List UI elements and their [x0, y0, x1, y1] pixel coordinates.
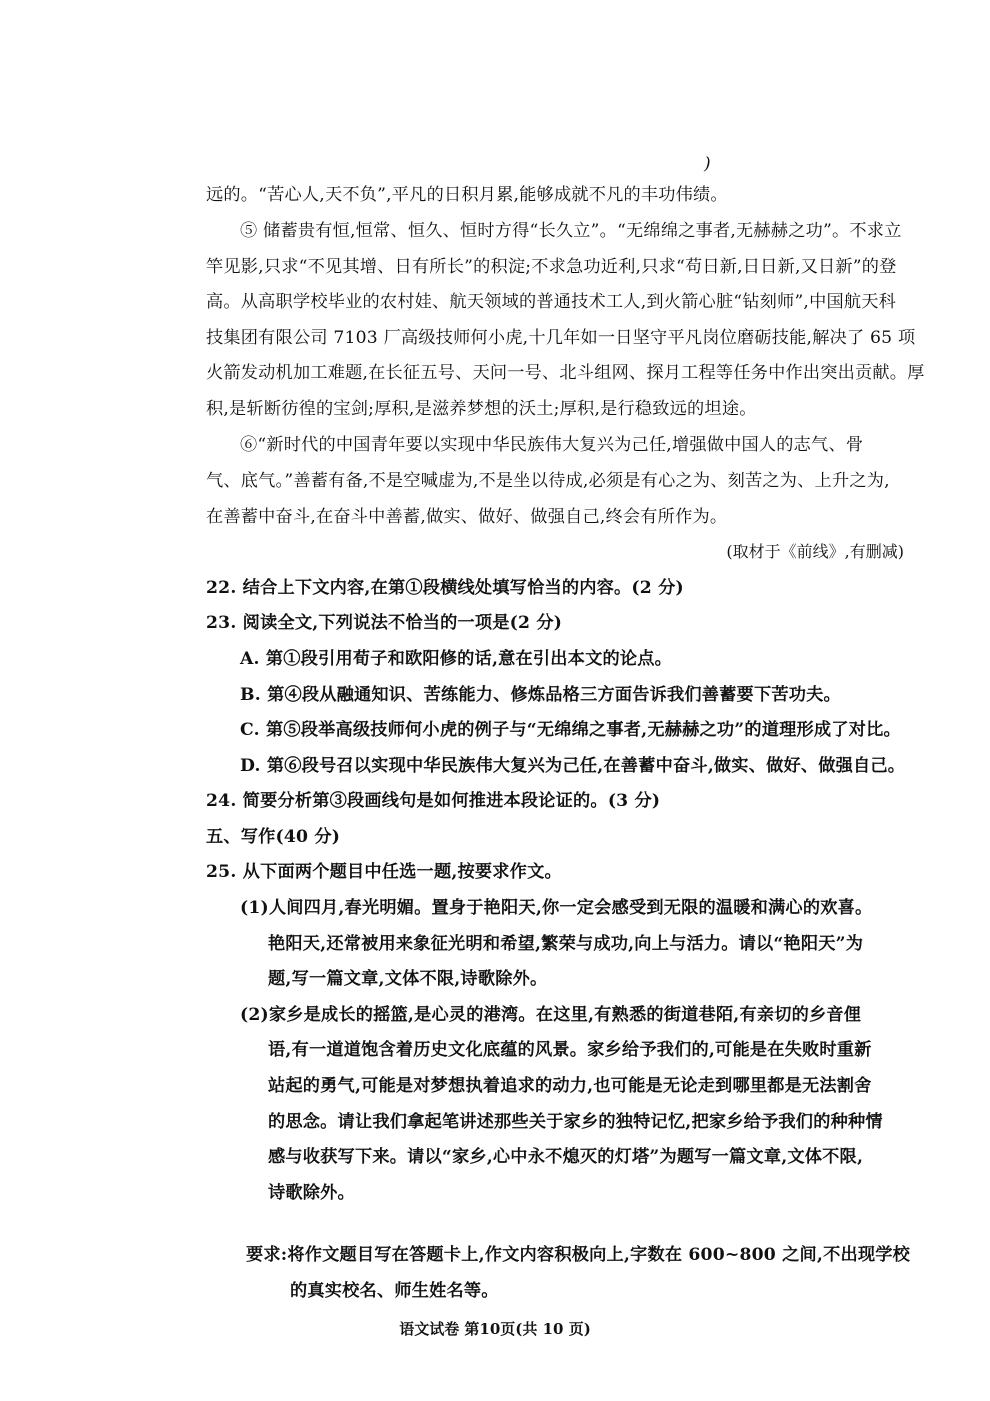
prompt-2-line: 诗歌除外。 [268, 1183, 355, 1203]
passage-line: ⑤ 储蓄贵有恒,恒常、恒久、恒时方得“长久立”。“无绵绵之事者,无赫赫之功”。不求立 [240, 221, 902, 241]
prompt-1-line: 艳阳天,还常被用来象征光明和希望,繁荣与成功,向上与活力。请以“艳阳天”为 [268, 934, 864, 954]
prompt-2-line: 感与收获写下来。请以“家乡,心中永不熄灭的灯塔”为题写一篇文章,文体不限, [268, 1147, 864, 1167]
source-citation: (取材于《前线》,有删减) [726, 542, 904, 561]
passage-line: 积,是斩断彷徨的宝剑;厚积,是滋养梦想的沃土;厚积,是行稳致远的坦途。 [206, 399, 757, 419]
passage-line: 在善蓄中奋斗,在奋斗中善蓄,做实、做好、做强自己,终会有所作为。 [206, 507, 728, 527]
section-writing-heading: 五、写作(40 分) [206, 827, 341, 847]
requirement-line: 的真实校名、师生姓名等。 [290, 1281, 499, 1301]
margin-mark: ) [704, 154, 711, 174]
question-23: 23. 阅读全文,下列说法不恰当的一项是(2 分) [206, 613, 563, 633]
requirement-line: 要求:将作文题目写在答题卡上,作文内容积极向上,字数在 600~800 之间,不出现学校 [246, 1245, 911, 1265]
passage-line: 火箭发动机加工难题,在长征五号、天问一号、北斗组网、探月工程等任务中作出突出贡献。厚 [206, 363, 925, 383]
passage-line: 高。从高职学校毕业的农村娃、航天领域的普通技术工人,到火箭心脏“钻刻师”,中国航天科 [206, 292, 897, 312]
question-24: 24. 简要分析第③段画线句是如何推进本段论证的。(3 分) [206, 791, 661, 811]
prompt-1-line: 题,写一篇文章,文体不限,诗歌除外。 [268, 969, 548, 989]
passage-line: 气、底气。”善蓄有备,不是空喊虚为,不是坐以待成,必须是有心之为、刻苦之为、上升之为, [206, 471, 890, 491]
passage-line: 竿见影,只求“不见其增、日有所长”的积淀;不求急功近利,只求“苟日新,日日新,又日新”的登 [206, 257, 897, 277]
prompt-2-line: (2)家乡是成长的摇篮,是心灵的港湾。在这里,有熟悉的街道巷陌,有亲切的乡音俚 [240, 1005, 862, 1025]
prompt-2-line: 站起的勇气,可能是对梦想执着追求的动力,也可能是无论走到哪里都是无法割舍 [268, 1076, 872, 1096]
option-d: D. 第⑥段号召以实现中华民族伟大复兴为己任,在善蓄中奋斗,做实、做好、做强自己。 [240, 756, 906, 776]
option-c: C. 第⑤段举高级技师何小虎的例子与“无绵绵之事者,无赫赫之功”的道理形成了对比。 [240, 720, 901, 740]
prompt-2-line: 的思念。请让我们拿起笔讲述那些关于家乡的独特记忆,把家乡给予我们的种种情 [268, 1112, 883, 1132]
passage-line: 技集团有限公司 7103 厂高级技师何小虎,十几年如一日坚守平凡岗位磨砺技能,解决了 65 项 [206, 328, 916, 348]
passage-line: 远的。“苦心人,天不负”,平凡的日积月累,能够成就不凡的丰功伟绩。 [206, 185, 728, 205]
page-footer: 语文试卷 第10页(共 10 页) [399, 1320, 591, 1338]
question-22: 22. 结合上下文内容,在第①段横线处填写恰当的内容。(2 分) [206, 578, 684, 598]
question-25: 25. 从下面两个题目中任选一题,按要求作文。 [206, 862, 562, 882]
option-a: A. 第①段引用荀子和欧阳修的话,意在引出本文的论点。 [240, 649, 673, 669]
option-b: B. 第④段从融通知识、苦练能力、修炼品格三方面告诉我们善蓄要下苦功夫。 [240, 685, 841, 705]
passage-line: ⑥“新时代的中国青年要以实现中华民族伟大复兴为己任,增强做中国人的志气、骨 [240, 435, 864, 455]
prompt-1-line: (1)人间四月,春光明媚。置身于艳阳天,你一定会感受到无限的温暖和满心的欢喜。 [240, 898, 873, 918]
prompt-2-line: 语,有一道道饱含着历史文化底蕴的风景。家乡给予我们的,可能是在失败时重新 [268, 1040, 872, 1060]
